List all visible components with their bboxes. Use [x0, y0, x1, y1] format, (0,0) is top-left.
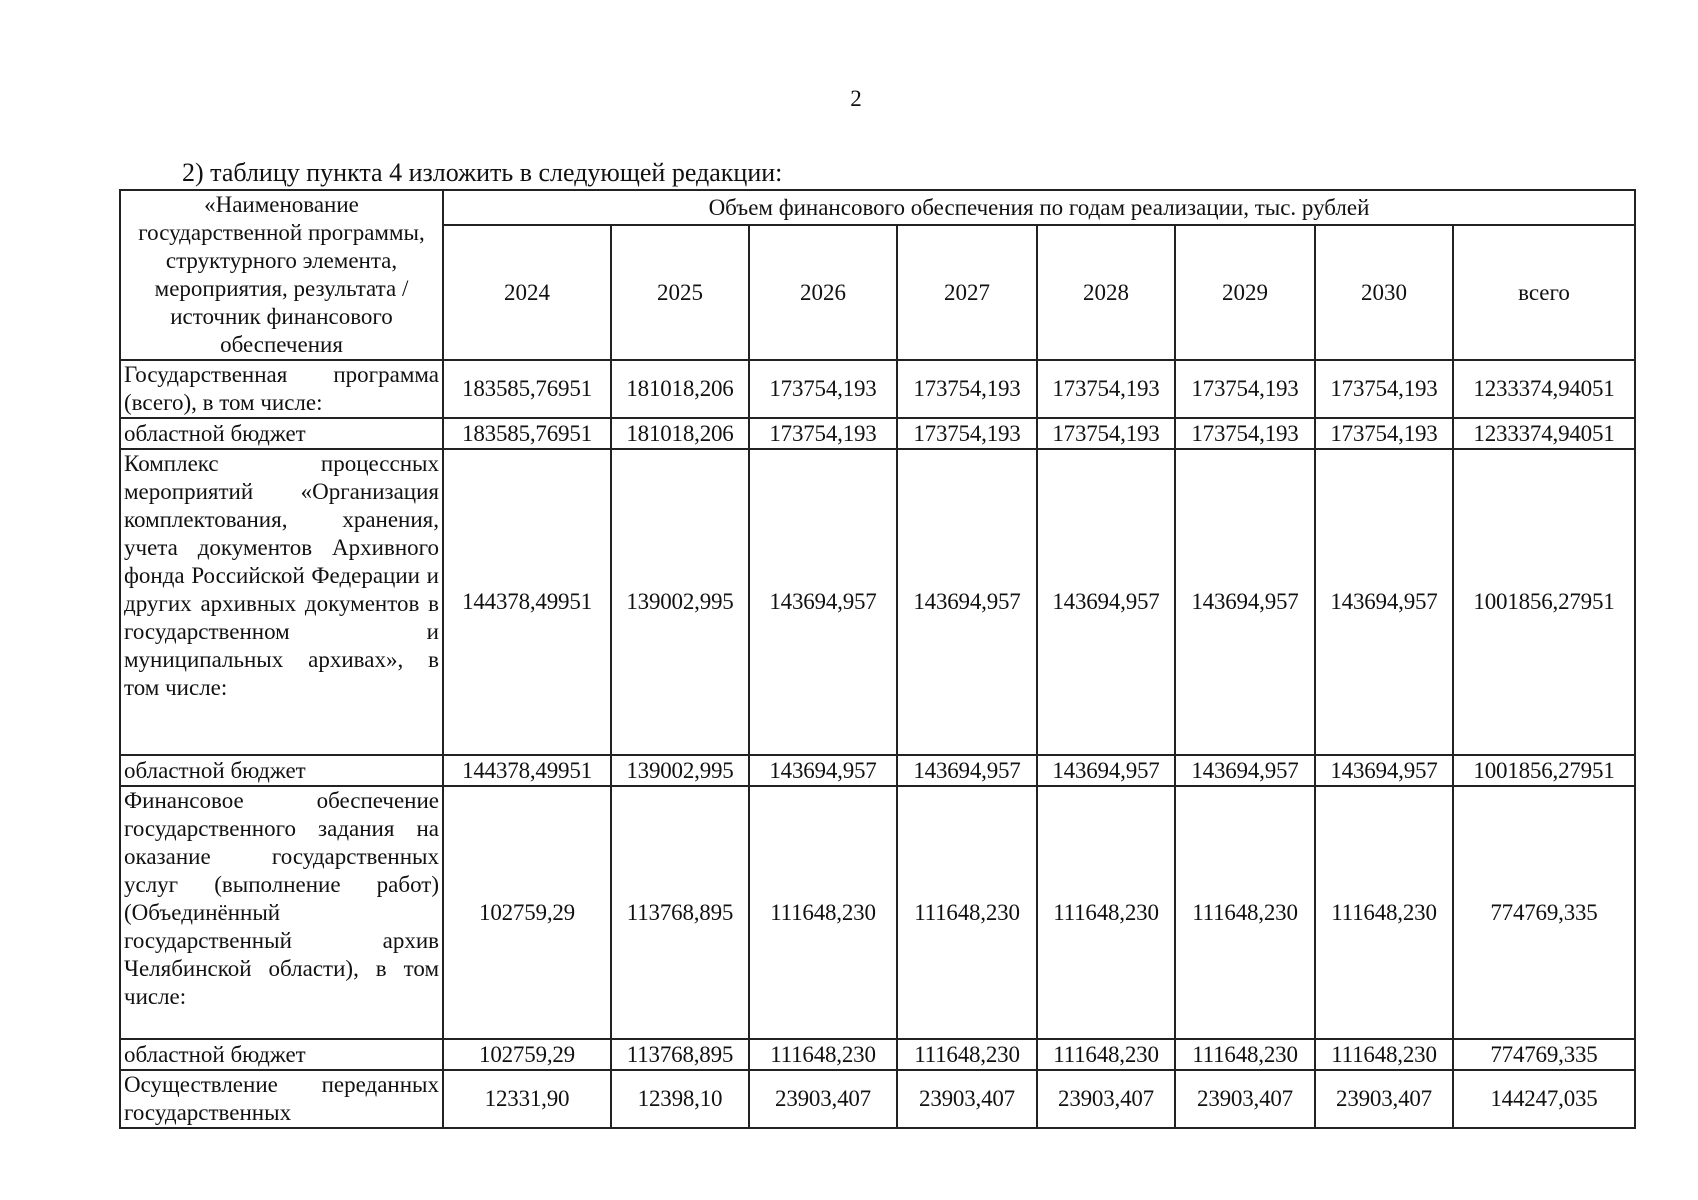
value-2030: 173754,193 [1315, 360, 1453, 418]
value-2025: 181018,206 [611, 418, 749, 449]
value-total: 1233374,94051 [1453, 360, 1635, 418]
value-2026: 111648,230 [749, 1039, 897, 1070]
table-row-process-complex [120, 449, 1635, 755]
value-2028: 111648,230 [1037, 1039, 1175, 1070]
financing-table [119, 189, 1636, 1129]
value-2028: 143694,957 [1037, 449, 1175, 755]
value-2028: 23903,407 [1037, 1070, 1175, 1128]
row-name: Комплекс процессных мероприятий «Организация комплектования, хранения, учета документов Архивного фонда Российской Федерации и других архивных документов в государственном и муниципальных архивах», в том числе: [120, 449, 443, 755]
year-header-2029: 2029 [1175, 225, 1315, 360]
year-header-2027: 2027 [897, 225, 1037, 360]
value-2029: 173754,193 [1175, 360, 1315, 418]
intro-text: 2) таблицу пункта 4 изложить в следующей редакции: [182, 158, 783, 187]
value-2027: 111648,230 [897, 1039, 1037, 1070]
value-2029: 143694,957 [1175, 755, 1315, 786]
row-name: Осуществление переданных государственных [120, 1070, 443, 1128]
value-2024: 144378,49951 [443, 449, 611, 755]
row-name: областной бюджет [120, 755, 443, 786]
value-2030: 173754,193 [1315, 418, 1453, 449]
value-2026: 173754,193 [749, 418, 897, 449]
table-row-state-assignment [120, 786, 1635, 1039]
header-row-group [120, 190, 1635, 225]
value-2026: 143694,957 [749, 449, 897, 755]
value-2029: 111648,230 [1175, 1039, 1315, 1070]
row-name: Государственная программа (всего), в том числе: [120, 360, 443, 418]
value-2024: 102759,29 [443, 786, 611, 1039]
value-2029: 173754,193 [1175, 418, 1315, 449]
table-row-regional-budget [120, 1039, 1635, 1070]
value-2030: 111648,230 [1315, 786, 1453, 1039]
row-name: Финансовое обеспечение государственного задания на оказание государственных услуг (выполнение работ) (Объединённый государственный архив Челябинской области), в том числе: [120, 786, 443, 1039]
value-2027: 23903,407 [897, 1070, 1037, 1128]
value-2025: 12398,10 [611, 1070, 749, 1128]
table-row-delegated-powers [120, 1070, 1635, 1128]
value-total: 1001856,27951 [1453, 755, 1635, 786]
page-number: 2 [850, 86, 862, 111]
value-2024: 183585,76951 [443, 360, 611, 418]
row-name: областной бюджет [120, 1039, 443, 1070]
value-2025: 113768,895 [611, 1039, 749, 1070]
value-2026: 143694,957 [749, 755, 897, 786]
value-2027: 173754,193 [897, 360, 1037, 418]
value-2027: 173754,193 [897, 418, 1037, 449]
value-2027: 143694,957 [897, 755, 1037, 786]
year-header-2025: 2025 [611, 225, 749, 360]
name-column-header: «Наименование государственной программы, структурного элемента, мероприятия, результата / источник финансового обеспечения [120, 190, 443, 360]
value-total: 144247,035 [1453, 1070, 1635, 1128]
year-header-2028: 2028 [1037, 225, 1175, 360]
value-2025: 139002,995 [611, 755, 749, 786]
value-2026: 111648,230 [749, 786, 897, 1039]
value-2029: 111648,230 [1175, 786, 1315, 1039]
value-2028: 143694,957 [1037, 755, 1175, 786]
value-2030: 143694,957 [1315, 449, 1453, 755]
value-2024: 183585,76951 [443, 418, 611, 449]
value-total: 1233374,94051 [1453, 418, 1635, 449]
value-2024: 12331,90 [443, 1070, 611, 1128]
value-2025: 181018,206 [611, 360, 749, 418]
total-column-header: всего [1453, 225, 1635, 360]
table-row-program-total [120, 360, 1635, 418]
value-2027: 143694,957 [897, 449, 1037, 755]
value-total: 774769,335 [1453, 1039, 1635, 1070]
value-total: 774769,335 [1453, 786, 1635, 1039]
table-row-regional-budget [120, 418, 1635, 449]
table-row-regional-budget [120, 755, 1635, 786]
value-total: 1001856,27951 [1453, 449, 1635, 755]
value-2030: 111648,230 [1315, 1039, 1453, 1070]
value-2030: 23903,407 [1315, 1070, 1453, 1128]
financing-group-header: Объем финансового обеспечения по годам реализации, тыс. рублей [443, 190, 1635, 225]
value-2029: 143694,957 [1175, 449, 1315, 755]
value-2029: 23903,407 [1175, 1070, 1315, 1128]
value-2028: 111648,230 [1037, 786, 1175, 1039]
value-2027: 111648,230 [897, 786, 1037, 1039]
year-header-2026: 2026 [749, 225, 897, 360]
value-2028: 173754,193 [1037, 360, 1175, 418]
value-2025: 113768,895 [611, 786, 749, 1039]
value-2026: 173754,193 [749, 360, 897, 418]
year-header-2030: 2030 [1315, 225, 1453, 360]
year-header-2024: 2024 [443, 225, 611, 360]
value-2028: 173754,193 [1037, 418, 1175, 449]
value-2025: 139002,995 [611, 449, 749, 755]
row-name: областной бюджет [120, 418, 443, 449]
value-2026: 23903,407 [749, 1070, 897, 1128]
value-2024: 102759,29 [443, 1039, 611, 1070]
value-2030: 143694,957 [1315, 755, 1453, 786]
value-2024: 144378,49951 [443, 755, 611, 786]
